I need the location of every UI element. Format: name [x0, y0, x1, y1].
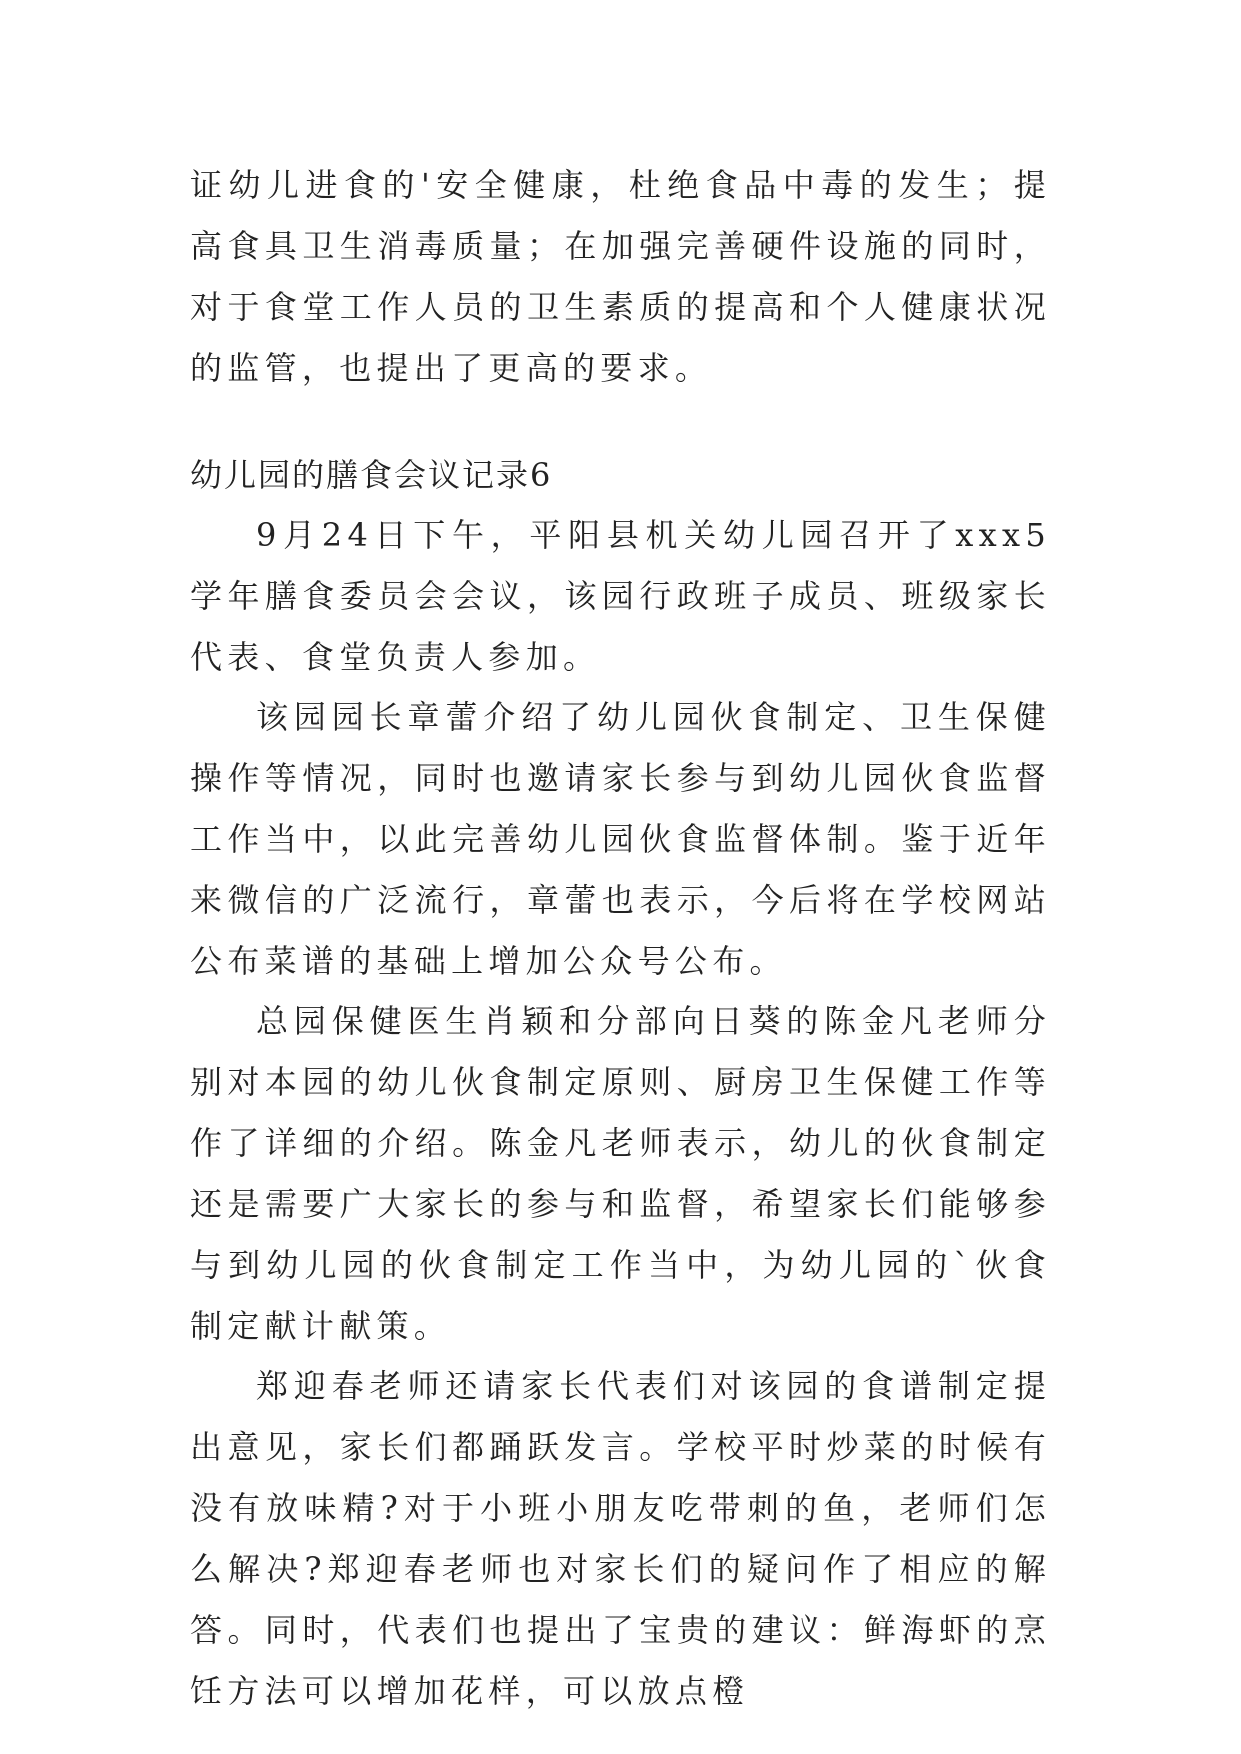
section-heading: 幼儿园的膳食会议记录6 — [190, 456, 553, 494]
paragraph-director-remarks: 该园园长章蕾介绍了幼儿园伙食制定、卫生保健操作等情况，同时也邀请家长参与到幼儿园伙食监督工作当中，以此完善幼儿园伙食监督体制。鉴于近年来微信的广泛流行，章蕾也表示，今后将在学校网站公布菜谱的基础上增加公众号公布。 — [190, 698, 1051, 980]
paragraph-parent-feedback: 郑迎春老师还请家长代表们对该园的食谱制定提出意见，家长们都踊跃发言。学校平时炒菜的时候有没有放味精?对于小班小朋友吃带刺的鱼，老师们怎么解决?郑迎春老师也对家长们的疑问作了相应的解答。同时，代表们也提出了宝贵的建议：鲜海虾的烹饪方法可以增加花样，可以放点橙 — [190, 1367, 1051, 1710]
continued-paragraph: 证幼儿进食的'安全健康，杜绝食品中毒的发生；提高食具卫生消毒质量；在加强完善硬件设施的同时，对于食堂工作人员的卫生素质的提高和个人健康状况的监管，也提出了更高的要求。 — [190, 166, 1051, 387]
paragraph-health-staff-remarks: 总园保健医生肖颖和分部向日葵的陈金凡老师分别对本园的幼儿伙食制定原则、厨房卫生保健工作等作了详细的介绍。陈金凡老师表示，幼儿的伙食制定还是需要广大家长的参与和监督，希望家长们能够参与到幼儿园的伙食制定工作当中，为幼儿园的`伙食制定献计献策。 — [190, 1002, 1051, 1345]
paragraph-meeting-intro: 9月24日下午，平阳县机关幼儿园召开了xxx5学年膳食委员会会议，该园行政班子成员、班级家长代表、食堂负责人参加。 — [190, 516, 1051, 676]
